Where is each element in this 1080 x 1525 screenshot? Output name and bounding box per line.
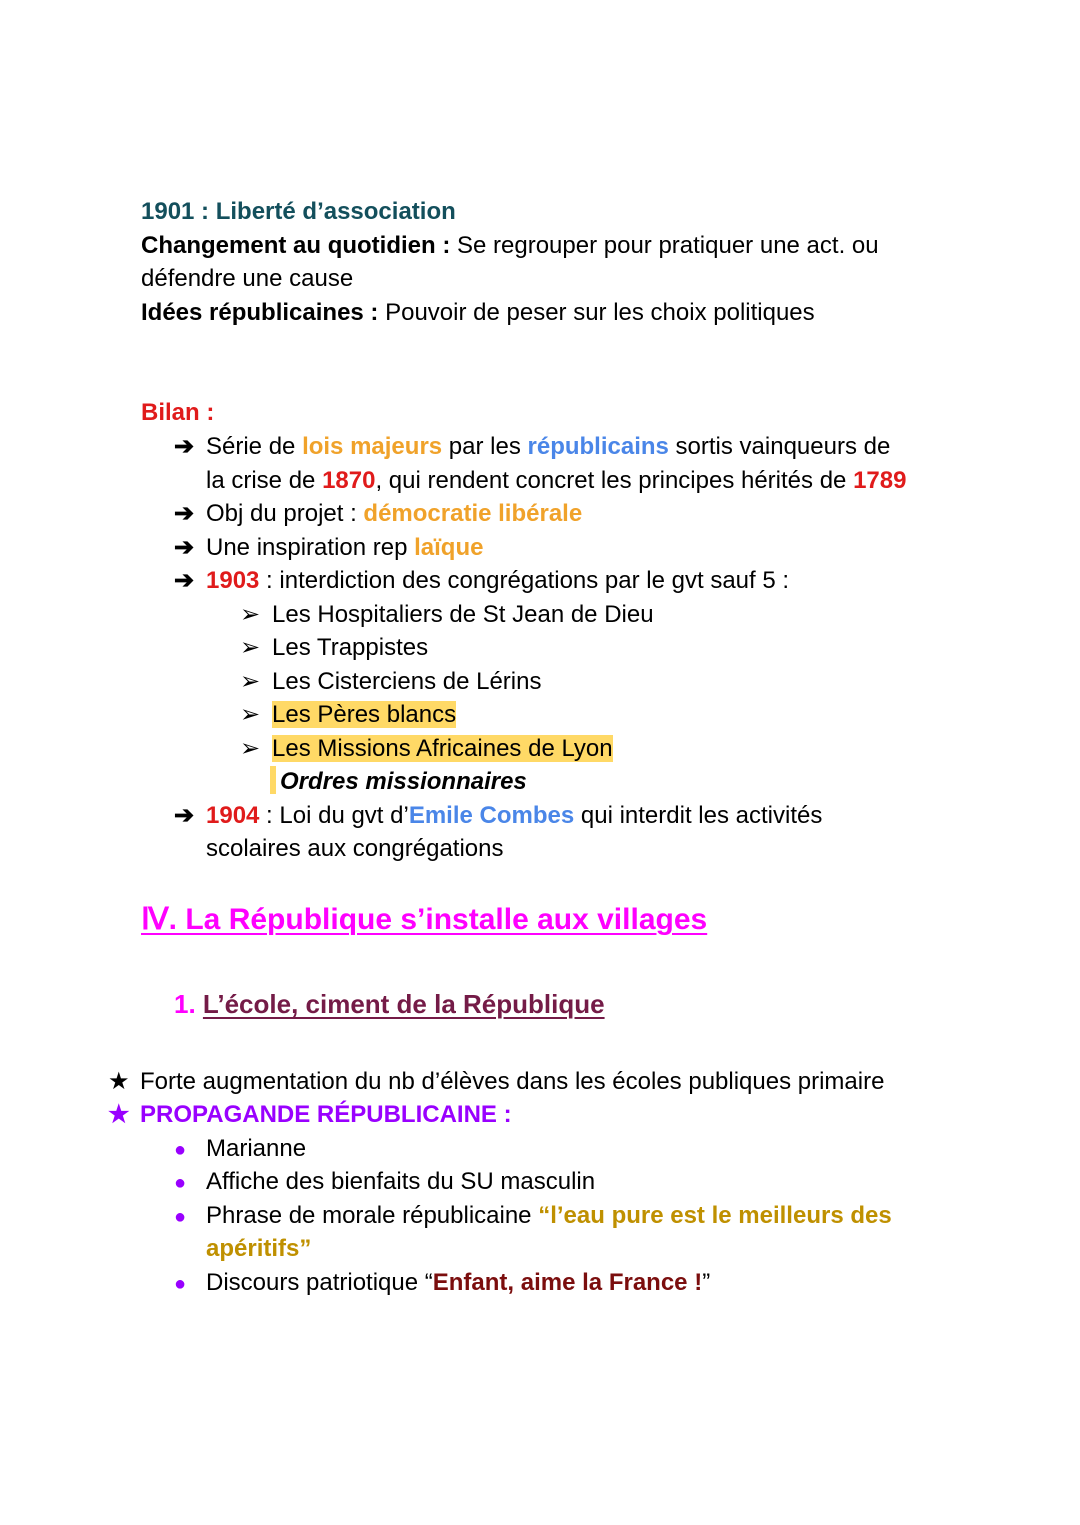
quote-eau-pure: “l’eau pure est le meilleurs des (538, 1202, 892, 1229)
text: Obj du projet : (206, 500, 364, 527)
lois-majeurs: lois majeurs (302, 433, 443, 460)
bilan-heading: Bilan : (141, 399, 215, 426)
text: par les (442, 433, 528, 460)
bilan-item-1-cont (206, 464, 906, 498)
emile-combes: Emile Combes (408, 802, 575, 829)
point-text: PROPAGANDE RÉPUBLICAINE : (140, 1101, 512, 1128)
text: la crise de (206, 467, 323, 494)
exception-label: Les Hospitaliers de St Jean de Dieu (272, 601, 654, 628)
text: , qui rendent concret les principes hérités de (375, 467, 854, 494)
bilan-item-2 (174, 497, 582, 531)
quote-end: ” (702, 1269, 711, 1296)
text: : interdiction des congrégations par le gvt sauf 5 : (259, 567, 790, 594)
missionary-note (270, 765, 527, 799)
bullet-icon: ● (174, 1206, 187, 1228)
exception-item (240, 698, 456, 732)
text: qui interdit les activités (574, 802, 823, 829)
exception-item (240, 631, 428, 665)
democratie-liberale: démocratie libérale (363, 500, 583, 527)
triangle-arrow-icon: ➢ (240, 735, 261, 762)
triangle-arrow-icon: ➢ (240, 701, 261, 728)
changement-line (141, 229, 879, 263)
exception-item (240, 732, 613, 766)
bullet-item (174, 1165, 595, 1200)
note-text: Ordres missionnaires (280, 768, 527, 795)
triangle-arrow-icon: ➢ (240, 634, 261, 661)
star-icon: ★ (108, 1101, 130, 1128)
changement-text-cont: défendre une cause (141, 265, 354, 292)
arrow-icon: ➔ (174, 567, 195, 594)
exception-label: Les Trappistes (272, 634, 429, 661)
bullet-text: Phrase de morale républicaine (206, 1202, 539, 1229)
exception-item (240, 665, 541, 699)
section-iv-heading: Ⅳ. La République s’installe aux villages (141, 903, 708, 936)
bullet-text: Affiche des bienfaits du SU masculin (206, 1168, 596, 1195)
arrow-icon: ➔ (174, 534, 195, 561)
highlight-bar (270, 766, 276, 794)
bullet-icon: ● (174, 1172, 187, 1194)
laique: laïque (414, 534, 484, 561)
quote-enfant: Enfant, aime la France ! (432, 1269, 703, 1296)
arrow-icon: ➔ (174, 433, 195, 460)
bilan-item-1 (174, 430, 890, 464)
text: : Loi du gvt d’ (259, 802, 409, 829)
text: Série de (206, 433, 303, 460)
idees-text: Pouvoir de peser sur les choix politiques (378, 299, 815, 326)
bilan-item-4 (174, 564, 789, 598)
bullet-item (174, 1266, 710, 1301)
year-1904: 1904 (206, 802, 260, 829)
triangle-arrow-icon: ➢ (240, 668, 261, 695)
text: sortis vainqueurs de (668, 433, 891, 460)
triangle-arrow-icon: ➢ (240, 601, 261, 628)
bullet-item (174, 1132, 306, 1167)
bullet-icon: ● (174, 1273, 187, 1295)
changement-label: Changement au quotidien : (141, 232, 451, 259)
subsection-title: L’école, ciment de la République (202, 989, 605, 1019)
subsection-heading (174, 986, 605, 1022)
exception-label-highlighted: Les Missions Africaines de Lyon (272, 735, 613, 762)
heading-1901: 1901 : Liberté d’association (141, 198, 456, 225)
point-2 (108, 1098, 512, 1132)
idees-label: Idées républicaines : (141, 299, 379, 326)
arrow-icon: ➔ (174, 802, 195, 829)
bilan-item-3 (174, 531, 483, 565)
bullet-text: Discours patriotique “ (206, 1269, 433, 1296)
exception-label-highlighted: Les Pères blancs (272, 701, 457, 728)
quote-eau-pure-cont: apéritifs” (206, 1235, 312, 1262)
exception-label: Les Cisterciens de Lérins (272, 668, 542, 695)
subsection-number: 1. (174, 989, 196, 1019)
bullet-text: Marianne (206, 1135, 307, 1162)
bilan-item-5-cont: scolaires aux congrégations (206, 835, 504, 862)
year-1789: 1789 (853, 467, 907, 494)
bullet-item (174, 1199, 892, 1234)
changement-text: Se regrouper pour pratiquer une act. ou (450, 232, 879, 259)
point-text: Forte augmentation du nb d’élèves dans les écoles publiques primaire (140, 1068, 885, 1095)
republicains: républicains (527, 433, 669, 460)
bullet-icon: ● (174, 1139, 187, 1161)
year-1903: 1903 (206, 567, 260, 594)
idees-line (141, 296, 815, 330)
bilan-item-5 (174, 799, 822, 833)
exception-item (240, 598, 654, 632)
text: Une inspiration rep (206, 534, 415, 561)
year-1870: 1870 (322, 467, 376, 494)
star-icon: ★ (108, 1068, 130, 1095)
point-1 (108, 1065, 884, 1099)
arrow-icon: ➔ (174, 500, 195, 527)
